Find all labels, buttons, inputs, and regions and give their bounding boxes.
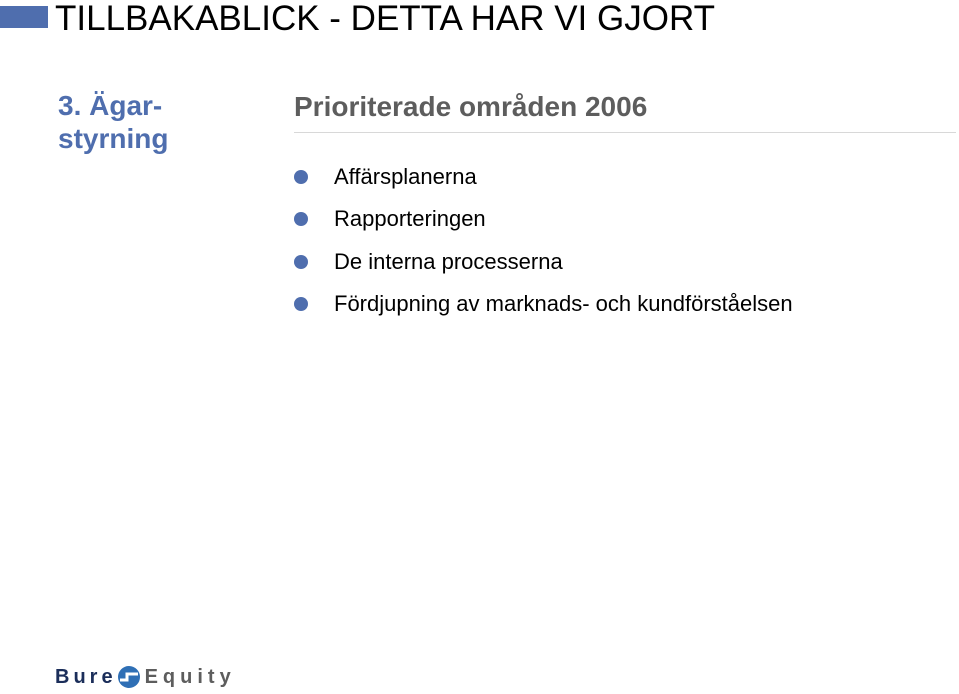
section-label [58,89,168,155]
bullet-text: Affärsplanerna [334,164,477,189]
content-heading: Prioriterade områden 2006 [294,91,648,122]
bullet-dot-icon [294,170,308,184]
bullet-dot-icon [294,212,308,226]
company-logo [55,660,236,694]
title-accent-bar [0,6,48,28]
logo-text-equity: Equity [144,666,236,688]
logo-mark-icon [117,665,141,689]
logo-text-bure: Bure [55,666,117,688]
bullet-text: Fördjupning av marknads- och kundförståelsen [334,291,793,316]
bullet-dot-icon [294,255,308,269]
section-label-line-2: styrning [58,123,169,154]
bullet-text: De interna processerna [334,249,563,274]
heading-divider [294,132,956,133]
page-title: TILLBAKABLICK - DETTA HAR VI GJORT [55,0,715,38]
bullet-dot-icon [294,297,308,311]
bullet-text: Rapporteringen [334,206,486,231]
section-label-line-1: 3. Ägar- [58,90,163,121]
